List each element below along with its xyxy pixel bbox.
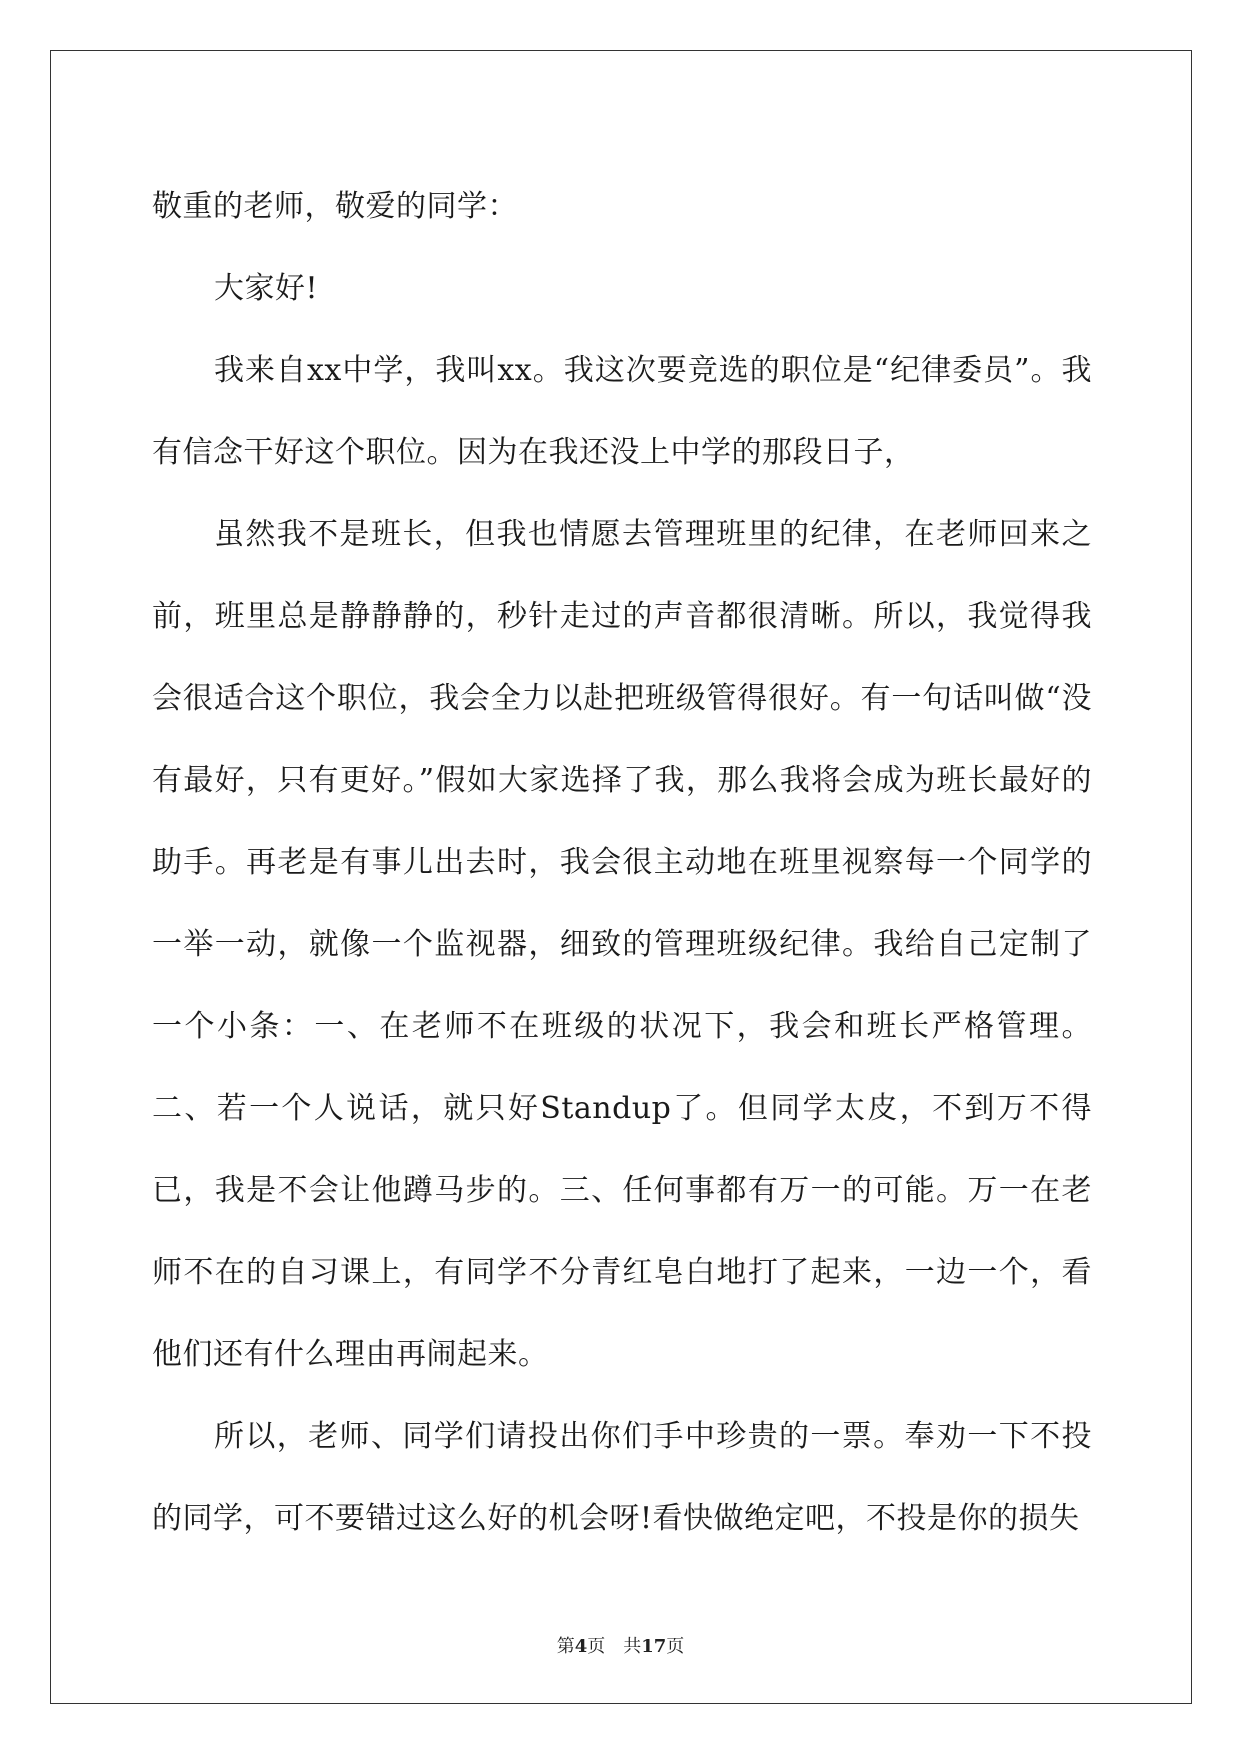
document-body	[152, 166, 1092, 1560]
total-prefix: 共	[623, 1636, 642, 1657]
paragraph: 大家好!	[214, 271, 319, 306]
paragraph: 我来自xx中学，我叫xx。我这次要竞选的职位是“纪律委员”。我有信念干好这个职位。因为在我还没上中学的那段日子，	[152, 353, 1092, 470]
total-suffix: 页	[666, 1636, 685, 1657]
paragraph: 虽然我不是班长，但我也情愿去管理班里的纪律，在老师回来之前，班里总是静静静的，秒针走过的声音都很清晰。所以，我觉得我会很适合这个职位，我会全力以赴把班级管得很好。有一句话叫做“没有最好，只有更好。”假如大家选择了我，那么我将会成为班长最好的助手。再老是有事儿出去时，我会很主动地在班里视察每一个同学的一举一动，就像一个监视器，细致的管理班级纪律。我给自己定制了一个小条：一、在老师不在班级的状况下，我会和班长严格管理。二、若一个人说话，就只好Standup了。但同学太皮，不到万不得已，我是不会让他蹲马步的。三、任何事都有万一的可能。万一在老师不在的自习课上，有同学不分青红皂白地打了起来，一边一个，看他们还有什么理由再闹起来。	[152, 517, 1092, 1372]
page-suffix: 页	[587, 1636, 606, 1657]
page-prefix: 第	[556, 1636, 575, 1657]
paragraph: 所以，老师、同学们请投出你们手中珍贵的一票。奉劝一下不投的同学，可不要错过这么好的机会呀!看快做绝定吧，不投是你的损失	[152, 1419, 1092, 1536]
total-pages: 17	[641, 1636, 667, 1657]
page-number: 4	[574, 1636, 588, 1657]
greeting-line: 敬重的老师，敬爱的同学：	[152, 189, 518, 224]
page-footer	[0, 1632, 1241, 1658]
